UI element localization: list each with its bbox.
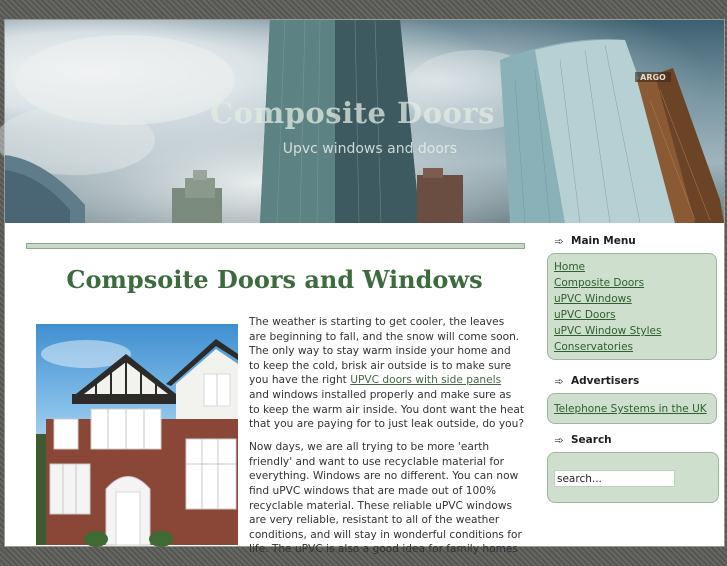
header-banner — [5, 20, 724, 223]
building-sign: ARGO — [640, 73, 666, 82]
right-arrow-icon: ➾ — [554, 234, 564, 248]
content-top-bar — [26, 243, 525, 249]
post-body — [249, 315, 524, 566]
right-arrow-icon: ➾ — [554, 433, 564, 447]
main-menu-heading-label: Main Menu — [571, 235, 636, 247]
main-menu-heading — [547, 233, 636, 249]
upvc-doors-link[interactable]: UPVC doors with side panels — [350, 374, 502, 387]
site-title[interactable]: Composite Doors — [210, 96, 495, 130]
right-arrow-icon: ➾ — [554, 374, 564, 388]
search-input[interactable] — [554, 470, 675, 487]
menu-item-upvc-windows[interactable]: uPVC Windows — [554, 293, 632, 305]
menu-item-upvc-window-styles[interactable]: uPVC Window Styles — [554, 325, 662, 337]
paragraph-1-text-start: The weather is starting to get cooler, the leaves are beginning to fall, and the snow will come soon. The only way to stay warm inside your home and to keep the cold, brisk air outside is to make sure you have the right — [249, 316, 520, 387]
advertisers-box — [547, 393, 717, 424]
menu-item-conservatories[interactable]: Conservatories — [554, 341, 634, 353]
advertiser-link-telephone-systems[interactable]: Telephone Systems in the UK — [554, 403, 707, 415]
search-box — [547, 452, 719, 503]
site-subtitle: Upvc windows and doors — [282, 141, 457, 157]
house-image — [36, 324, 238, 545]
menu-item-composite-doors[interactable]: Composite Doors — [554, 277, 645, 289]
main-content — [26, 223, 524, 556]
post-title: Compsoite Doors and Windows — [66, 265, 483, 294]
advertisers-heading — [547, 373, 639, 389]
search-heading — [547, 432, 612, 448]
house-illustration — [36, 324, 238, 545]
page-container — [4, 19, 725, 556]
paragraph-1-text-end: and windows installed properly and make sure as to keep the warm air inside. You dont want the heat that you are paying for to just leak outside, do you? — [249, 388, 524, 431]
paragraph-2: Now days, we are all trying to be more 'earth friendly' and want to use recyclable material for everything. Windows are no different. You can now find uPVC windows that are made out of 100% recyclable material. These reliable uPVC windows are very reliable, resistant to all of the weather conditions, and will stay in wonderful conditions for life. The uPVC is also a good idea for family homes — [249, 441, 522, 556]
paragraph-1 — [249, 315, 524, 432]
menu-item-upvc-doors[interactable]: uPVC Doors — [554, 309, 616, 321]
main-menu-box — [547, 253, 717, 360]
menu-item-home[interactable]: Home — [554, 261, 586, 273]
search-heading-label: Search — [571, 434, 612, 446]
advertisers-heading-label: Advertisers — [571, 375, 640, 387]
